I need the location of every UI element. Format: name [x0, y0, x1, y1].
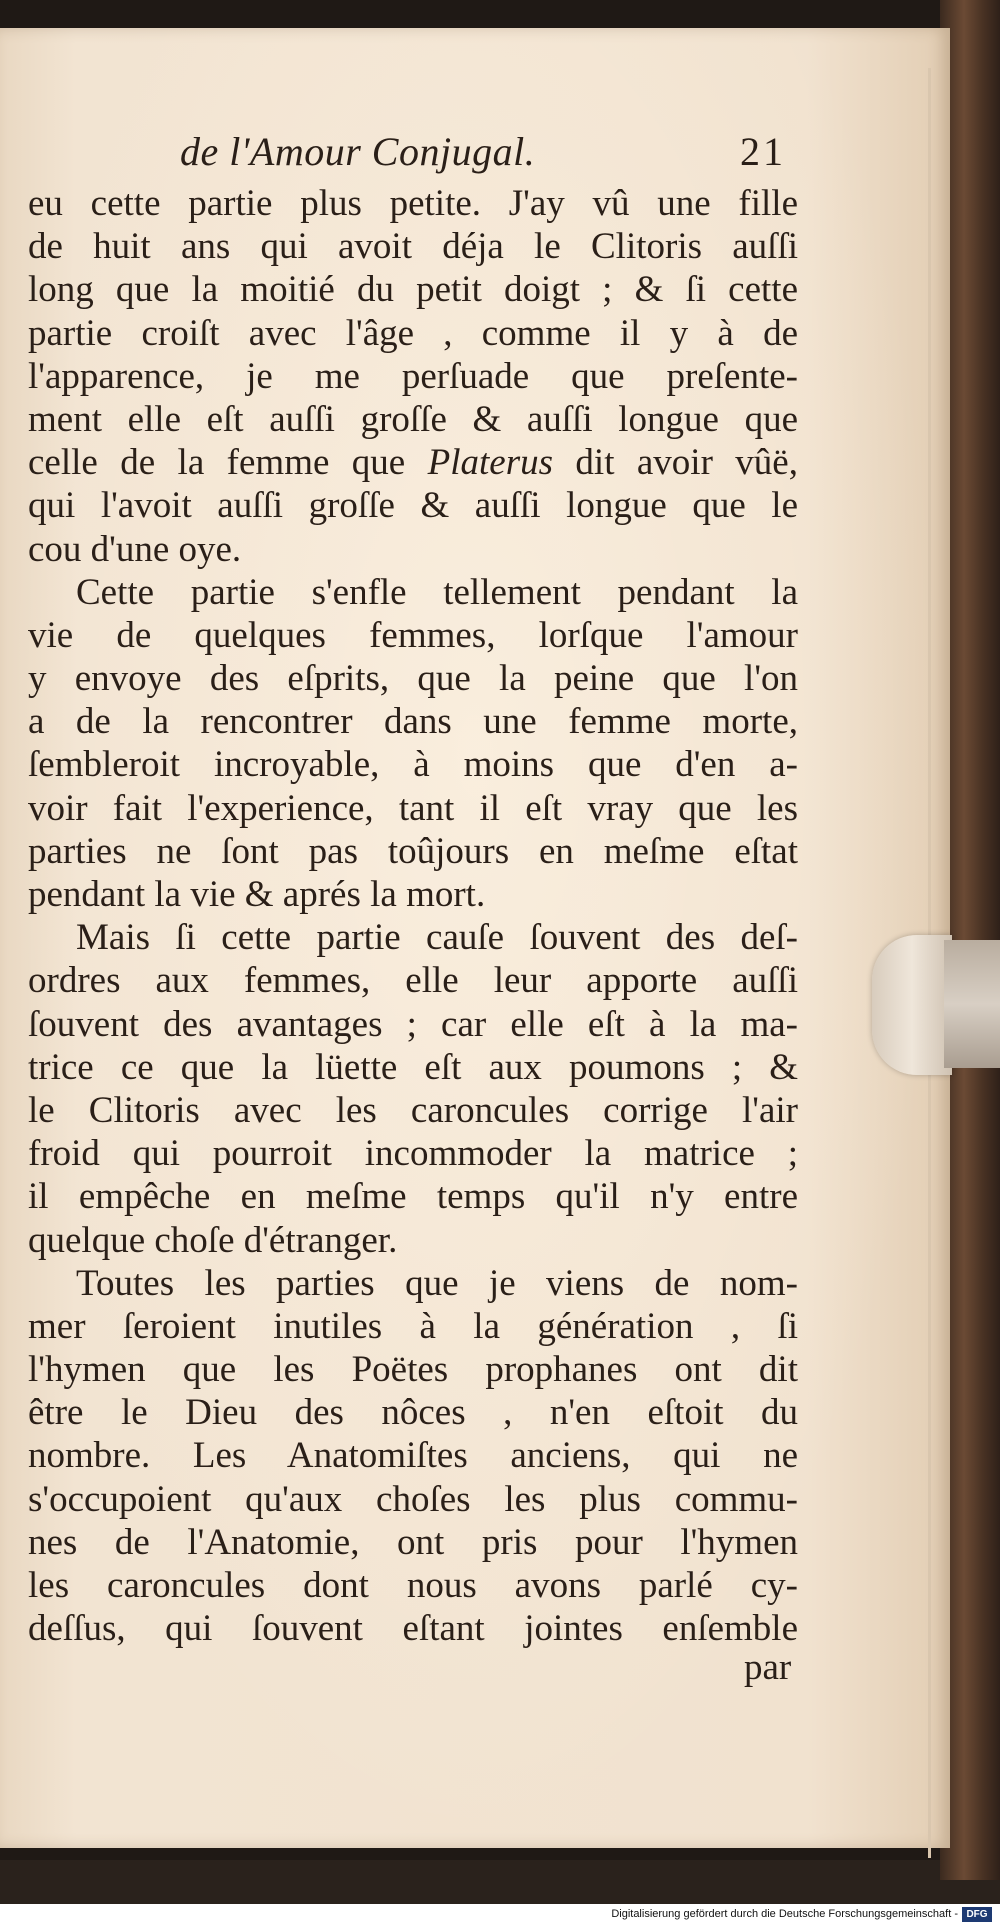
- text-line: ſembleroit incroyable, à moins que d'en a-: [28, 744, 798, 786]
- text-line: long que la moitié du petit doigt ; & ſi cette: [28, 269, 798, 311]
- book-clip-band: [944, 940, 1000, 1068]
- text-line: froid qui pourroit incommoder la matrice ;: [28, 1133, 798, 1175]
- text-line: deſſus, qui ſouvent eſtant jointes enſemble: [28, 1608, 798, 1650]
- text-line: ment elle eſt auſſi groſſe & auſſi longue que: [28, 398, 798, 440]
- running-title: de l'Amour Conjugal.: [180, 129, 536, 174]
- italic-name: Platerus: [427, 442, 554, 484]
- text-line: de huit ans qui avoit déja le Clitoris auſſi: [28, 226, 798, 268]
- text-line: l'apparence, je me perſuade que preſente-: [28, 355, 798, 397]
- text-line: parties ne ſont pas toûjours en meſme eſtat: [28, 830, 798, 872]
- footer-bar: [0, 1904, 1000, 1927]
- text-line: eu cette partie plus petite. J'ay vû une fille: [28, 183, 798, 224]
- text-line: y envoye des eſprits, que la peine que l'on: [28, 658, 798, 700]
- text-line: cou d'une oye.: [28, 528, 242, 570]
- text-line: nes de l'Anatomie, ont pris pour l'hymen: [28, 1521, 798, 1563]
- text-line: voir fait l'experience, tant il eſt vray que les: [28, 787, 798, 829]
- text-line: celle de la femme que Platerus dit avoir vûë,: [28, 442, 798, 484]
- page-header: [180, 128, 800, 178]
- book-clip: [872, 935, 952, 1075]
- text-line: ordres aux femmes, elle leur apporte auſſi: [28, 960, 798, 1002]
- text-line: mer ſeroient inutiles à la génération , ſi: [28, 1305, 798, 1347]
- text-line: qui l'avoit auſſi groſſe & auſſi longue que le: [28, 485, 798, 527]
- page-number: 21: [740, 129, 786, 174]
- dfg-logo: DFG: [962, 1907, 992, 1922]
- text-line: être le Dieu des nôces , n'en eſtoit du: [28, 1392, 798, 1434]
- text-line: vie de quelques femmes, lorſque l'amour: [28, 614, 798, 656]
- text-line: quelque choſe d'étranger.: [28, 1219, 398, 1261]
- catchword: par: [744, 1647, 792, 1688]
- text-line: trice ce que la lüette eſt aux poumons ; &: [28, 1046, 798, 1088]
- body-text: [28, 182, 798, 1650]
- text-line: pendant la vie & aprés la mort.: [28, 874, 486, 915]
- text-line: les caroncules dont nous avons parlé cy-: [28, 1565, 798, 1606]
- text-line: nombre. Les Anatomiſtes anciens, qui ne: [28, 1435, 798, 1477]
- text-line: il empêche en meſme temps qu'il n'y entre: [28, 1176, 798, 1218]
- text-line: partie croiſt avec l'âge , comme il y à de: [28, 312, 798, 354]
- text-line: Toutes les parties que je viens de nom-: [76, 1262, 798, 1304]
- text-line: s'occupoient qu'aux choſes les plus commu-: [28, 1478, 798, 1520]
- text-line: Cette partie s'enfle tellement pendant la: [76, 571, 798, 613]
- text-line: le Clitoris avec les caroncules corrige l'air: [28, 1089, 798, 1131]
- text-line: l'hymen que les Poëtes prophanes ont dit: [28, 1349, 798, 1391]
- text-line: a de la rencontrer dans une femme morte,: [28, 701, 798, 743]
- text-line: ſouvent des avantages ; car elle eſt à la ma-: [28, 1003, 798, 1045]
- footer-credit: Digitalisierung gefördert durch die Deutsche Forschungsgemeinschaft -: [611, 1908, 958, 1920]
- text-line: Mais ſi cette partie cauſe ſouvent des deſ-: [76, 917, 798, 959]
